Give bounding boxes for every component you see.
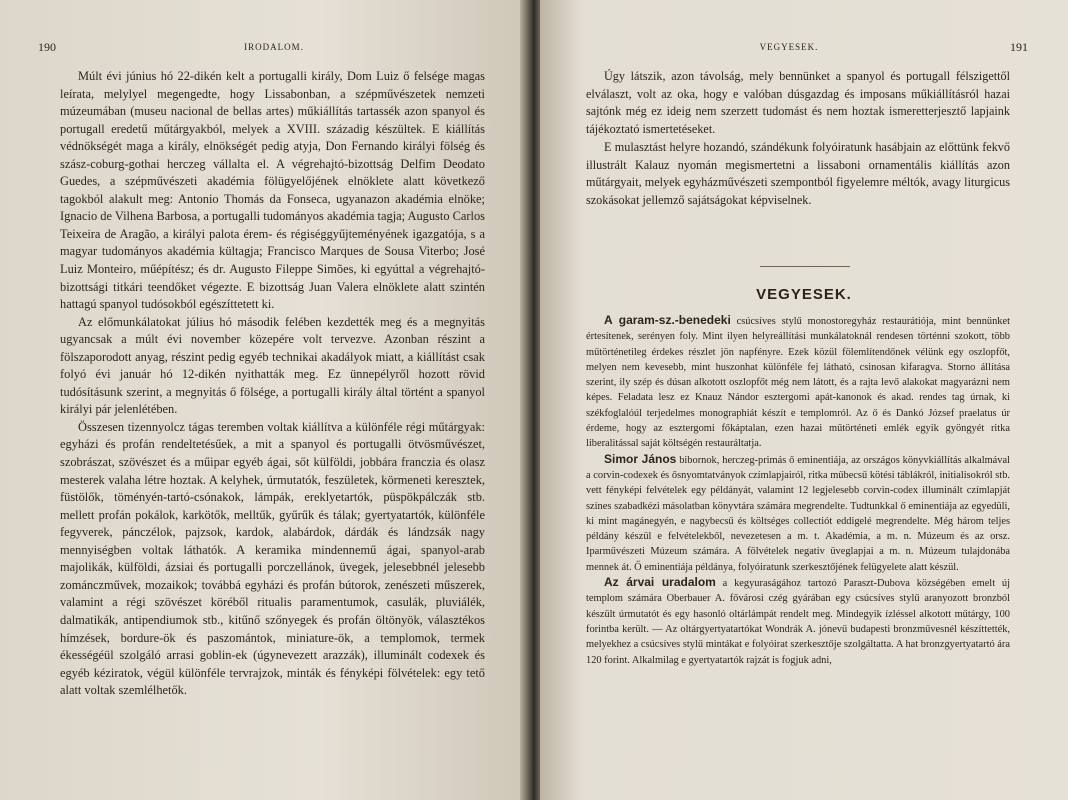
left-page-number: 190 — [38, 40, 56, 54]
right-paragraph-2: E mulasztást helyre hozandó, szándékunk folyóiratunk hasábjain az előttünk fekvő illustrált Kalauz nyomán megismertetni a lissaboni ornamentális kiállítás azon műtárgyait, melyek egyházművészeti szempontból figyelemre méltók, avagy liturgicus szokásokat jellemző sajátságokat képviselnek. — [586, 139, 1010, 207]
left-paragraph-2: Az előmunkálatokat július hó második felében kezdették meg és a megnyitás ugyancsak a múlt évi november közepére volt tervezve. Azonban részint a fölszaporodott anyag, részint pedig egyéb technikai akadályok miatt, a kiállítást csak folyó évi január hó 12-dikén nyithatták meg. Ez ünnepélyről hozott rövid tudósításunk szerint, a megnyitás ő fölsége, a portugalli király által történt a spanyol királyi pár jelenlétében. — [60, 314, 485, 417]
right-paragraph-1: Úgy látszik, azon távolság, mely bennünket a spanyol és portugall félszigettől elválaszt, volt az oka, hogy e valóban dúsgazdag és imposans műkiállításról hazai sajtónk még ez ideig nem szerzett tudomást és nem hoztak ismeretterjesztő lapjaink tájékoztató ismertetéseket. — [586, 69, 1010, 137]
news-item-text: a kegyuraságához tartozó Paraszt-Dubova községében emelt új templom számára Oberbauer A. fővárosi czég gyárában egy csúcsíves stylű aranyozott bronzból készült úrmutatót és egy hasonló oltárlámpát rendelt meg. Mindegyik ízléssel alkotott műtárgy, 100 forintba került. — Az oltárgyertyatartókat Wondrák A. jónevű budapesti bronzművesnél készíttették, melyekhez a csúcsíves stylű mintákat e folyóirat szerkesztője szolgáltatta. A hat bronzgyertyatartó ára 120 forint. Alkalmilag e gyertyatartók rajzát is fogjuk adni, — [586, 578, 1010, 666]
left-body — [60, 68, 485, 700]
right-page-number: 191 — [1010, 40, 1028, 54]
left-running-head: IRODALOM. — [244, 42, 304, 52]
news-item-lead: Az árvai uradalom — [604, 575, 716, 590]
news-item — [586, 313, 1010, 452]
right-running-head: VEGYESEK. — [759, 42, 819, 52]
right-page — [540, 0, 1068, 800]
left-paragraph-1: Múlt évi június hó 22-dikén kelt a portugalli király, Dom Luiz ő felsége magas leírata, melylyel megengedte, hogy Lissabonban, a szépművészetek nemzeti múzeumában (museu nacional de bellas artes) műkiállítás tartassék azon spanyol és portugall eredetű műtárgyakból, melyek a XVIII. századig készültek. E kiállítás védnökségét maga a király, elnökségét pedig atyja, Don Fernando királyi fölség és szász-coburg-gothai herczeg vállalta el. A végrehajtó-bizottság Delfim Deodato Guedes, a szépművészeti akadémia fölügyelőjének elnöklete alatt következő tagokból alakult meg: Antonio Thomás da Fonseca, ugyanazon akadémia elnöke; Ignacio de Vilhena Barbosa, a portugalli tudományos akadémia tagja; Augusto Carlos Teixeira de Aragão, a királyi palota érem- és régiséggyűjteményének igazgatója, s a magyar tudományos akadémia kültagja; Francisco Marques de Sousa Viterbo; José Luiz Monteiro, műépítész; és dr. Augusto Fileppe Simões, ki egyúttal a végrehajtó-bizottsági titkári teendőket végezte. E bizottság Juan Valera elnöklete alatt szintén hattagú spanyol tudósokból egészíttetett ki. — [60, 69, 485, 312]
news-item-text: bibornok, herczeg-primás ő eminentiája, az országos könyvkiállítás alkalmával a corvin-codexek és ősnyomtatványok czímlapjairól, ritka műbecsű kötési táblákról, initialisokról stb. vett fényképi felvételek egy példányát, valamint 12 legjelesebb corvin-codex illuminált czímlapját színes szabadkézi másolatban könyvtára számára megrendelte. Tudtunkkal ő eminentiája az egyedüli, ki mint magánegyén, e nagybecsű és költséges collectiót eddigelé megrendelte. Még három teljes példány készül e felvételekből, nevezetesen a m. t. Akadémia, a m. n. Múzeum és az orsz. Iparművészeti Múzeum számára. A fölvételek negativ üveglapjai a m. n. Múzeum tulajdonába mennek át. Ő eminentiája példánya, folyóiratunk szerkesztőjének felügyelete alatt készül. — [586, 454, 1010, 573]
right-intro — [586, 68, 1010, 210]
news-item-lead: A garam-sz.-benedeki — [604, 313, 731, 327]
news-item-text: csúcsíves stylű monostoregyház restaurátiója, mint bennünket értesítenek, serényen foly. Mint ilyen helyreállítási munkálatoknál rendesen történni szokott, több műtörténetileg érdekes részlet jön napfényre. Ezek közül fölemlítendőnek vélünk egy oszlopfőt, melyen nem kevesebb, mint huszonhat különféle fej látható, csinosan kifaragva. Storno állítása szerint, ily szép és dúsan alkotott oszlopfőt még nem látott, és a rajta levő alakokat magyarázni nem képes. Feladata lesz ez Knauz Nándor esztergomi apát-kanonok és akad. rendes tag úrnak, ki székfoglalóúl terjedelmes monographiát készít e templomról. Az ő és Dankó József praelatus úr érdeme, hogy az esztergomi főkáptalan, ezen hazai műtörténeti emlék egyik gyöngyét ritka liberalitással saját költségén restauráltatja. — [586, 316, 1010, 450]
section-divider — [760, 266, 850, 267]
left-page — [0, 0, 528, 800]
news-item — [586, 575, 1010, 668]
section-title: VEGYESEK. — [756, 286, 852, 303]
left-paragraph-3: Összesen tizennyolcz tágas teremben voltak kiállítva a különféle régi műtárgyak: egyházi és profán rendeltetésűek, a mit a spanyol és portugalli ötvösművészet, szobrászat, szövészet és a műipar egyéb ágai, sőt külföldi, jobbára franczia és olasz mesterek valaha létre hoztak. A kelyhek, úrmutatók, feszületek, körmeneti keresztek, füstölők, töményén-tartó-csónakok, lámpák, ereklyetartók, püspökpálczák stb. mellett profán pokálok, karkötők, melltűk, gyűrűk és tálak; gyertyatartók, különféle fegyverek, pánczélok, pajzsok, kardok, alabárdok, dárdák és lándzsák nagy mennyiségben voltak láthatók. A keramika mindennemű ágai, spanyol-arab majolikák, külföldi, ázsiai és portugalli porczellánok, üvegek, jelesebbnél jelesebb zománczművek, mozaikok; továbbá egyházi és profán bútorok, zenészeti műszerek, valamint a régi szövészet köréből ritualis paramentumok, casulák, pluviálék, dalmatikák, antipendiumok stb., kitűnő szőnyegek és profán öltönyök, választékos hímzések, bordure-ök és paszomántok, miniature-ök, a templomok, termek ékességéül szolgáló arrasi goblin-ek (úgynevezett arazzák), illuminált codexek és egyéb kéziratok, végül különféle tervrajzok, minták és fényképi fölvételek: egy tető alatt voltak szemlélhetők. — [60, 419, 485, 698]
news-item-lead: Simor János — [604, 451, 677, 466]
news-item — [586, 452, 1010, 575]
news-items — [586, 313, 1010, 668]
